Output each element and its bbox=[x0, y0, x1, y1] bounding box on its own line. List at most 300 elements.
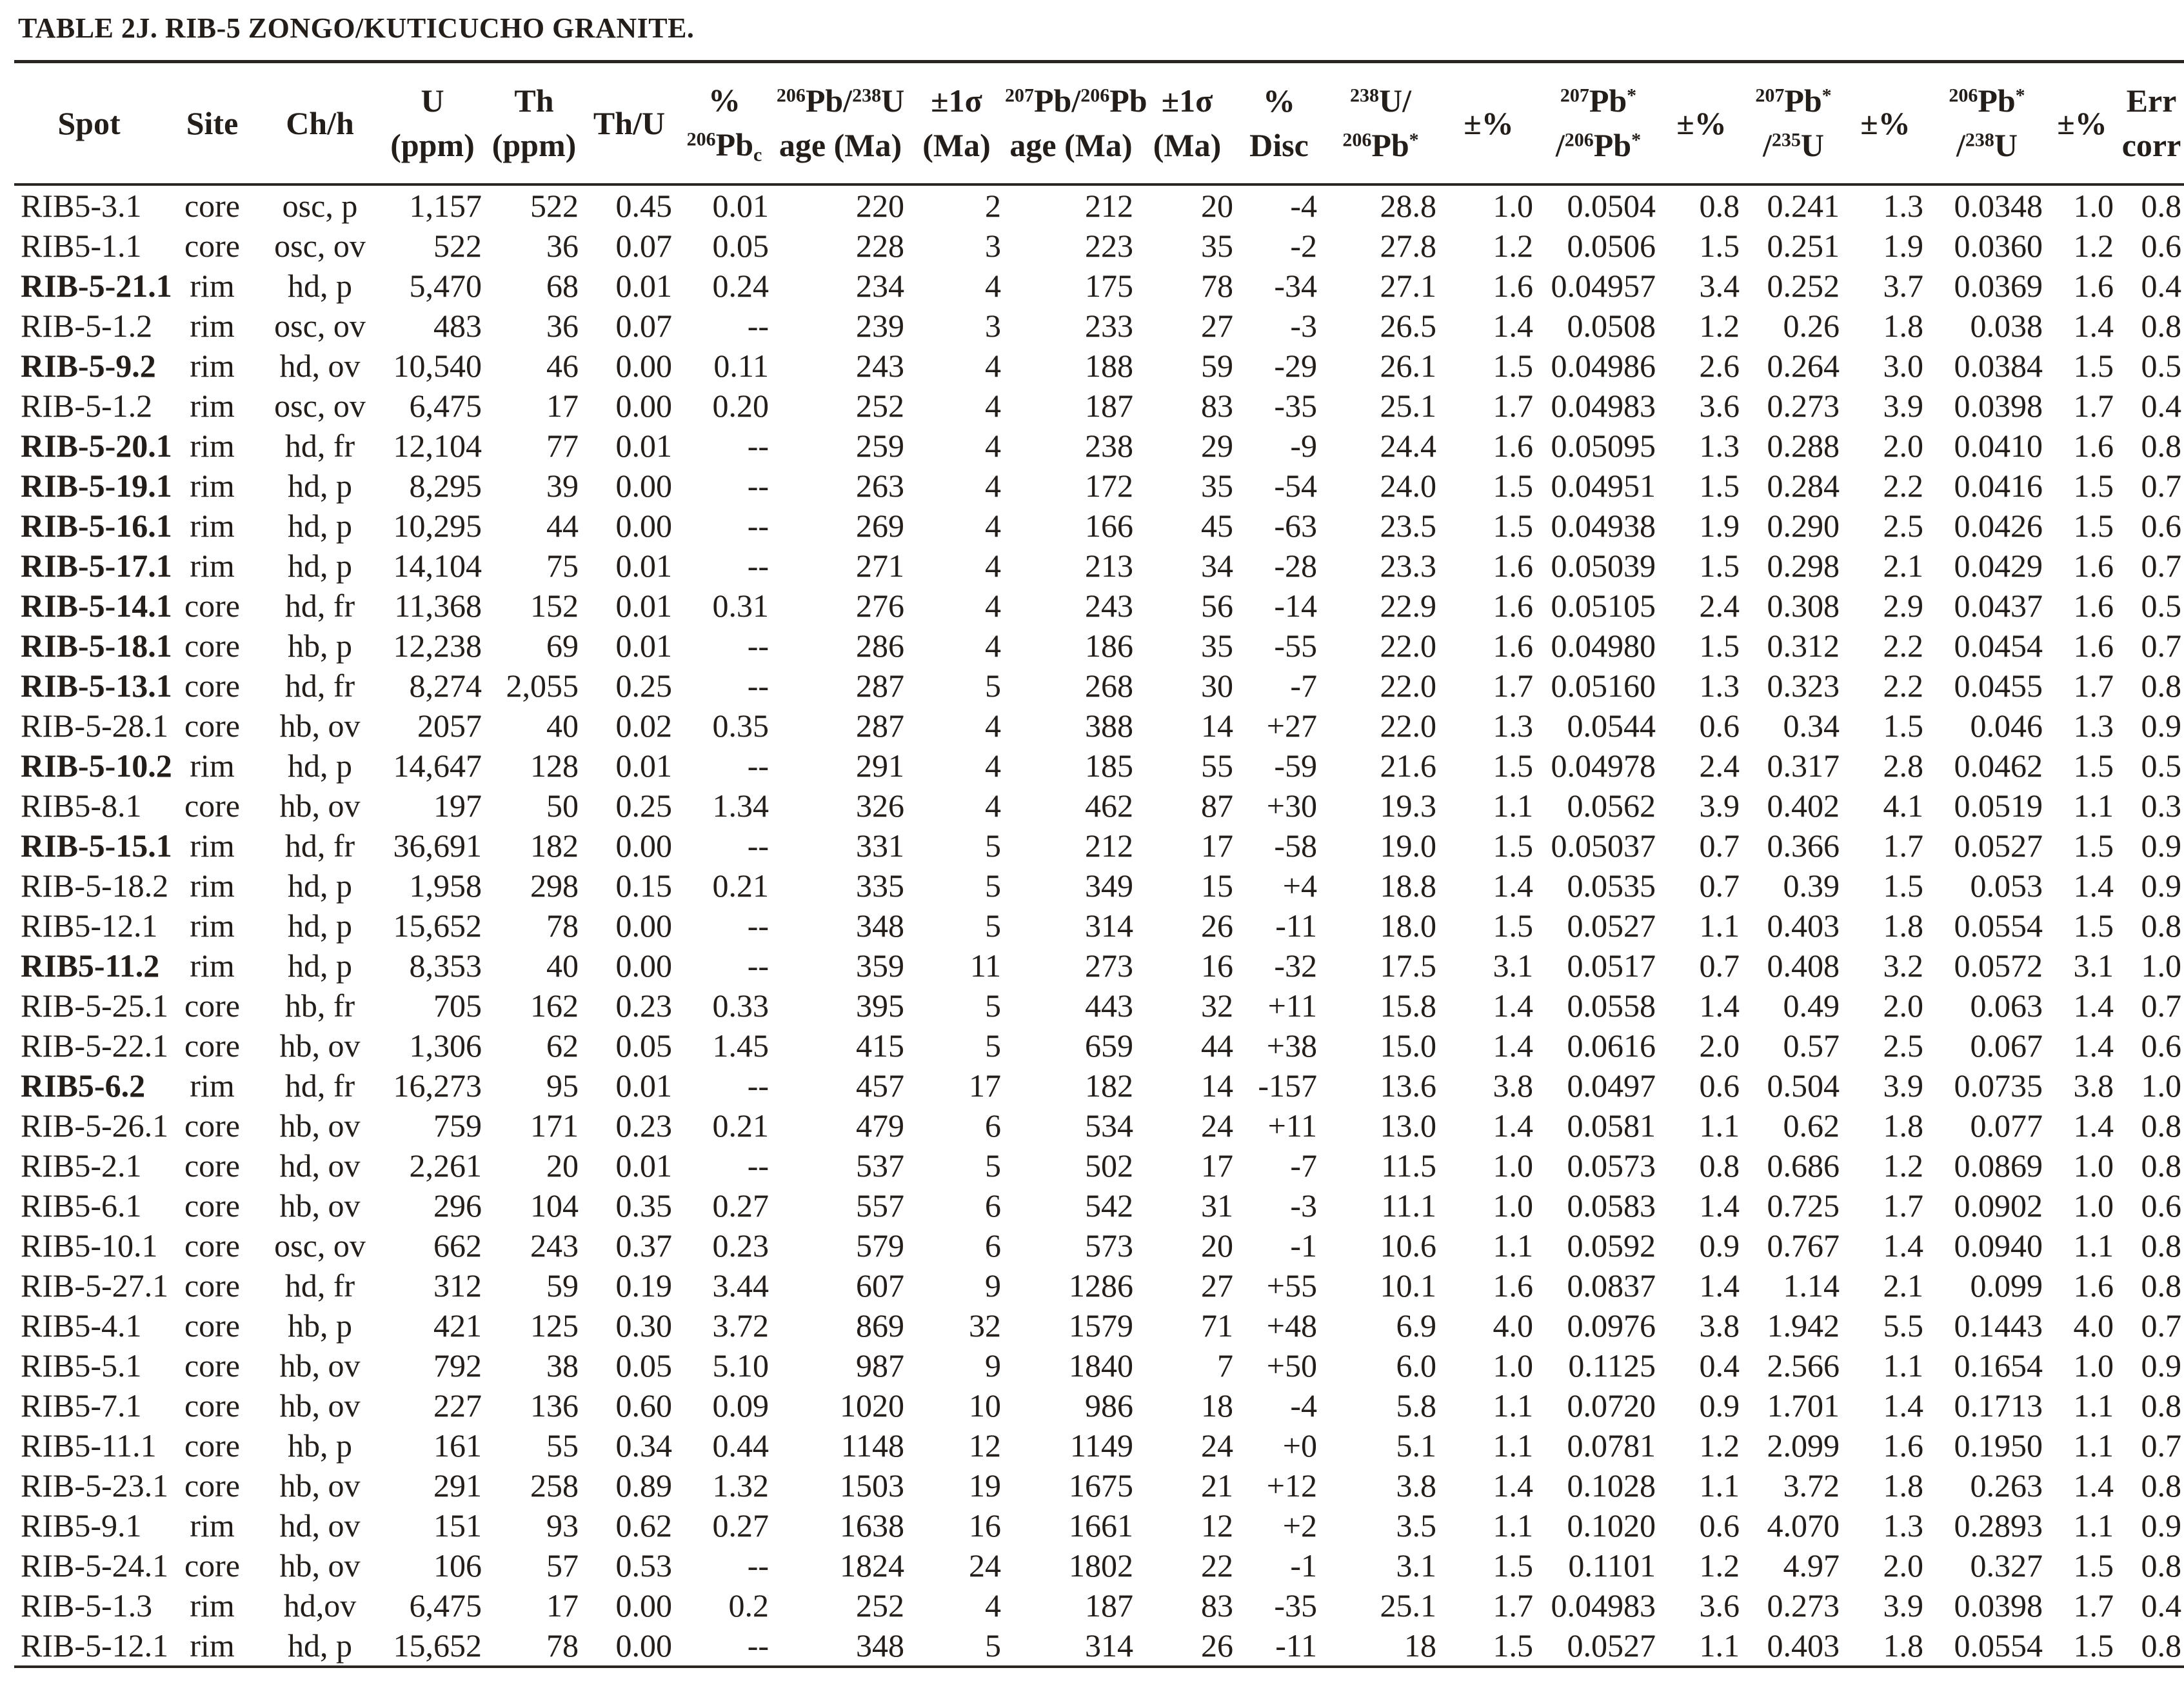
cell-pb207-u235: 0.62 bbox=[1783, 1108, 1840, 1144]
cell-err-pct-2: 0.9 bbox=[1699, 1227, 1740, 1264]
table-row bbox=[14, 1026, 2184, 1066]
cell-age-207-206: 659 bbox=[1085, 1028, 1133, 1064]
cell-err-pct-1: 1.5 bbox=[1493, 908, 1533, 944]
cell-ch-h: hb, fr bbox=[284, 988, 355, 1024]
cell-err-pct-4: 1.0 bbox=[2073, 1347, 2114, 1384]
cell-th-ppm: 125 bbox=[530, 1307, 579, 1344]
cell-spot: RIB5-2.1 bbox=[21, 1148, 142, 1184]
cell-err-pct-3: 1.8 bbox=[1843, 1625, 1927, 1667]
cell-ch-h: hb, ov bbox=[279, 708, 361, 744]
cell-err-pct-3: 2.9 bbox=[1883, 588, 1923, 624]
cell-ch-h: hd, p bbox=[288, 548, 352, 584]
cell-th-u: 0.00 bbox=[615, 388, 672, 424]
cell-pb207-pb206: 0.0504 bbox=[1567, 188, 1656, 224]
cell-site: core bbox=[184, 788, 241, 824]
cell-ch-h: hd, fr bbox=[284, 588, 355, 624]
cell-pct-206pbc: 1.45 bbox=[712, 1028, 769, 1064]
cell-sigma-2: 26 bbox=[1137, 1625, 1237, 1667]
cell-age-206-238: 331 bbox=[856, 828, 904, 864]
cell-err-pct-4: 1.4 bbox=[2073, 988, 2114, 1024]
cell-pb207-u235: 0.273 bbox=[1767, 1587, 1840, 1624]
column-header-err-pct-2: ±% bbox=[1660, 62, 1743, 185]
cell-err-pct-3: 5.5 bbox=[1883, 1307, 1923, 1344]
cell-sigma-1: 11 bbox=[969, 948, 1001, 984]
cell-site: rim bbox=[190, 548, 235, 584]
cell-err-corr: 0.9 bbox=[2141, 708, 2181, 744]
cell-pct-206pbc: 0.44 bbox=[712, 1427, 769, 1464]
cell-th-u: 0.00 bbox=[615, 948, 672, 984]
column-header-pb207-pb206: $^{207}$Pb* /$^{206}$Pb* bbox=[1537, 62, 1660, 185]
cell-err-pct-1: 1.5 bbox=[1493, 468, 1533, 504]
column-header-pb207-u235: $^{207}$Pb* /$^{235}$U bbox=[1743, 62, 1843, 185]
cell-err-pct-3: 2.2 bbox=[1883, 628, 1923, 664]
cell-age-207-206: 223 bbox=[1085, 228, 1133, 264]
table-row bbox=[14, 826, 2184, 866]
cell-th-u: 0.23 bbox=[615, 988, 672, 1024]
column-header-err-pct-1: ±% bbox=[1440, 62, 1537, 185]
cell-pb207-pb206: 0.04951 bbox=[1551, 468, 1656, 504]
cell-th-ppm: 38 bbox=[546, 1347, 579, 1384]
cell-age-206-238: 335 bbox=[856, 868, 904, 904]
cell-err-pct-2: 0.8 bbox=[1699, 1148, 1740, 1184]
cell-err-pct-4: 1.6 bbox=[2073, 268, 2114, 304]
cell-pct-206pbc: 0.23 bbox=[712, 1227, 769, 1264]
cell-err-pct-1: 1.1 bbox=[1493, 788, 1533, 824]
cell-pct-206pbc: 0.20 bbox=[712, 388, 769, 424]
cell-u238-pb206: 15.8 bbox=[1380, 988, 1436, 1024]
cell-pb207-pb206: 0.04983 bbox=[1551, 1587, 1656, 1624]
cell-err-pct-4: 1.7 bbox=[2073, 1587, 2114, 1624]
cell-pct-disc: -1 bbox=[1290, 1547, 1317, 1584]
cell-pct-206pbc: 0.21 bbox=[712, 868, 769, 904]
cell-pb207-pb206: 0.0508 bbox=[1567, 308, 1656, 344]
cell-err-pct-4: 1.1 bbox=[2073, 1507, 2114, 1544]
cell-age-206-238: 1503 bbox=[840, 1467, 904, 1504]
cell-err-pct-2: 3.9 bbox=[1699, 788, 1740, 824]
cell-err-pct-2: 0.7 bbox=[1699, 828, 1740, 864]
cell-th-u: 0.35 bbox=[615, 1187, 672, 1224]
cell-err-pct-2: 0.7 bbox=[1699, 948, 1740, 984]
cell-err-pct-1: 1.7 bbox=[1493, 388, 1533, 424]
cell-u238-pb206: 15.0 bbox=[1380, 1028, 1436, 1064]
cell-ch-h: hb, p bbox=[288, 1427, 352, 1464]
cell-site: core bbox=[184, 1467, 241, 1504]
cell-age-206-238: 243 bbox=[856, 348, 904, 384]
cell-err-pct-1: 1.7 bbox=[1493, 668, 1533, 704]
cell-pb207-u235: 0.273 bbox=[1767, 388, 1840, 424]
cell-pct-disc: +38 bbox=[1266, 1028, 1317, 1064]
cell-pb207-u235: 0.767 bbox=[1767, 1227, 1840, 1264]
cell-pb206-u238: 0.327 bbox=[1970, 1547, 2043, 1584]
cell-err-pct-1: 1.5 bbox=[1493, 508, 1533, 544]
table-row bbox=[14, 666, 2184, 706]
cell-u-ppm: 197 bbox=[433, 788, 482, 824]
cell-err-pct-1: 1.7 bbox=[1493, 1587, 1533, 1624]
cell-u238-pb206: 3.1 bbox=[1396, 1547, 1436, 1584]
cell-pb206-u238: 0.053 bbox=[1970, 868, 2043, 904]
cell-spot: RIB-5-17.1 bbox=[21, 548, 172, 584]
cell-th-ppm: 78 bbox=[546, 908, 579, 944]
cell-pb207-u235: 0.34 bbox=[1783, 708, 1840, 744]
cell-sigma-1: 12 bbox=[969, 1427, 1001, 1464]
cell-u238-pb206: 22.0 bbox=[1380, 628, 1436, 664]
cell-th-u: 0.07 bbox=[615, 228, 672, 264]
table-row bbox=[14, 1545, 2184, 1585]
cell-pb206-u238: 0.0455 bbox=[1954, 668, 2043, 704]
cell-pb207-pb206: 0.05037 bbox=[1551, 828, 1656, 864]
cell-err-pct-3: 1.4 bbox=[1883, 1227, 1923, 1264]
cell-err-corr: 0.4 bbox=[2141, 1587, 2181, 1624]
cell-site: core bbox=[184, 988, 241, 1024]
cell-err-pct-2: 3.4 bbox=[1699, 268, 1740, 304]
cell-pb206-u238: 0.0348 bbox=[1954, 188, 2043, 224]
cell-pb207-u235: 1.942 bbox=[1767, 1307, 1840, 1344]
data-table bbox=[14, 60, 2184, 1668]
table-body bbox=[14, 184, 2184, 1667]
cell-err-pct-3: 2.8 bbox=[1883, 748, 1923, 784]
cell-err-pct-3: 2.0 bbox=[1883, 428, 1923, 464]
cell-u-ppm: 312 bbox=[433, 1267, 482, 1304]
cell-pb206-u238: 0.0398 bbox=[1954, 1587, 2043, 1624]
cell-err-corr: 0.6 bbox=[2141, 228, 2181, 264]
cell-spot: RIB5-4.1 bbox=[21, 1307, 142, 1344]
cell-pb207-u235: 2.099 bbox=[1767, 1427, 1840, 1464]
cell-pct-206pbc: -- bbox=[747, 1068, 769, 1104]
cell-sigma-1: 6 bbox=[985, 1227, 1001, 1264]
cell-spot: RIB5-5.1 bbox=[21, 1347, 142, 1384]
cell-th-u: 0.01 bbox=[615, 588, 672, 624]
table-row bbox=[14, 1306, 2184, 1346]
cell-pb207-u235: 0.403 bbox=[1743, 1625, 1843, 1667]
cell-err-pct-1: 1.6 bbox=[1493, 548, 1533, 584]
cell-err-pct-4: 1.5 bbox=[2073, 468, 2114, 504]
cell-u-ppm: 2,261 bbox=[409, 1148, 482, 1184]
cell-err-pct-2: 1.9 bbox=[1699, 508, 1740, 544]
cell-th-u: 0.00 bbox=[615, 908, 672, 944]
cell-u-ppm: 11,368 bbox=[394, 588, 482, 624]
cell-u238-pb206: 18.8 bbox=[1380, 868, 1436, 904]
cell-pb207-u235: 0.312 bbox=[1767, 628, 1840, 664]
cell-err-pct-3: 1.3 bbox=[1883, 188, 1923, 224]
cell-err-pct-4: 1.4 bbox=[2073, 308, 2114, 344]
cell-sigma-2: 16 bbox=[1201, 948, 1233, 984]
cell-pct-206pbc: -- bbox=[747, 828, 769, 864]
cell-age-206-238: 415 bbox=[856, 1028, 904, 1064]
cell-sigma-2: 17 bbox=[1201, 828, 1233, 864]
cell-th-u: 0.89 bbox=[615, 1467, 672, 1504]
cell-th-u: 0.00 bbox=[615, 508, 672, 544]
cell-ch-h: hd, p bbox=[288, 868, 352, 904]
cell-site: core bbox=[184, 1347, 241, 1384]
table-row bbox=[14, 466, 2184, 506]
cell-spot: RIB5-12.1 bbox=[21, 908, 158, 944]
cell-u238-pb206: 3.8 bbox=[1396, 1467, 1436, 1504]
cell-pb206-u238: 0.0735 bbox=[1954, 1068, 2043, 1104]
cell-u-ppm: 291 bbox=[433, 1467, 482, 1504]
cell-age-207-206: 1840 bbox=[1069, 1347, 1133, 1384]
cell-ch-h: hb, ov bbox=[279, 1187, 361, 1224]
cell-err-pct-1: 1.0 bbox=[1493, 188, 1533, 224]
cell-pct-206pbc: 3.72 bbox=[712, 1307, 769, 1344]
cell-sigma-2: 35 bbox=[1201, 228, 1233, 264]
cell-age-207-206: 542 bbox=[1085, 1187, 1133, 1224]
cell-err-pct-4: 1.4 bbox=[2073, 868, 2114, 904]
cell-sigma-2: 14 bbox=[1201, 1068, 1233, 1104]
cell-spot: RIB-5-18.1 bbox=[21, 628, 172, 664]
cell-pb206-u238: 0.0554 bbox=[1927, 1625, 2047, 1667]
cell-u-ppm: 36,691 bbox=[393, 828, 482, 864]
cell-err-pct-1: 1.5 bbox=[1493, 348, 1533, 384]
cell-err-pct-4: 1.4 bbox=[2073, 1028, 2114, 1064]
cell-sigma-2: 59 bbox=[1201, 348, 1233, 384]
cell-age-206-238: 557 bbox=[856, 1187, 904, 1224]
cell-err-pct-4: 1.0 bbox=[2073, 188, 2114, 224]
cell-err-pct-2: 0.8 bbox=[1699, 188, 1740, 224]
cell-err-pct-4: 3.1 bbox=[2073, 948, 2114, 984]
cell-ch-h: osc, ov bbox=[274, 1227, 366, 1264]
cell-sigma-2: 55 bbox=[1201, 748, 1233, 784]
cell-sigma-1: 5 bbox=[985, 868, 1001, 904]
cell-spot: RIB-5-24.1 bbox=[21, 1547, 169, 1584]
cell-age-206-238: 271 bbox=[856, 548, 904, 584]
cell-pb207-pb206: 0.1101 bbox=[1568, 1547, 1656, 1584]
cell-err-pct-1: 1.4 bbox=[1493, 1028, 1533, 1064]
cell-ch-h: hd, fr bbox=[284, 428, 355, 464]
cell-u238-pb206: 5.8 bbox=[1396, 1387, 1436, 1424]
cell-pb206-u238: 0.0454 bbox=[1954, 628, 2043, 664]
cell-ch-h: hd,ov bbox=[283, 1587, 357, 1624]
cell-u238-pb206: 17.5 bbox=[1380, 948, 1436, 984]
cell-u-ppm: 15,652 bbox=[393, 908, 482, 944]
column-header-err-corr: Err corr bbox=[2118, 62, 2184, 185]
cell-u-ppm: 759 bbox=[433, 1108, 482, 1144]
cell-pb206-u238: 0.077 bbox=[1970, 1108, 2043, 1144]
cell-pb207-pb206: 0.0781 bbox=[1567, 1427, 1656, 1464]
table-row bbox=[14, 1146, 2184, 1186]
cell-ch-h: osc, ov bbox=[274, 388, 366, 424]
cell-pct-206pbc: 0.21 bbox=[712, 1108, 769, 1144]
cell-th-ppm: 17 bbox=[546, 1587, 579, 1624]
cell-pb207-pb206: 0.0527 bbox=[1537, 1625, 1660, 1667]
cell-pct-disc: +50 bbox=[1266, 1347, 1317, 1384]
cell-spot: RIB-5-12.1 bbox=[14, 1625, 164, 1667]
column-header-sigma-1: ±1σ (Ma) bbox=[908, 62, 1005, 185]
cell-pct-206pbc: -- bbox=[747, 628, 769, 664]
cell-pb206-u238: 0.2893 bbox=[1954, 1507, 2043, 1544]
cell-spot: RIB-5-18.2 bbox=[21, 868, 169, 904]
table-row bbox=[14, 184, 2184, 226]
cell-err-pct-3: 1.8 bbox=[1883, 1467, 1923, 1504]
cell-age-206-238: 348 bbox=[773, 1625, 908, 1667]
cell-err-corr: 0.9 bbox=[2141, 1507, 2181, 1544]
cell-pb207-pb206: 0.04957 bbox=[1551, 268, 1656, 304]
cell-age-206-238: 348 bbox=[856, 908, 904, 944]
cell-age-206-238: 579 bbox=[856, 1227, 904, 1264]
cell-pb207-u235: 0.323 bbox=[1767, 668, 1840, 704]
cell-sigma-1: 16 bbox=[969, 1507, 1001, 1544]
cell-sigma-1: 4 bbox=[985, 1587, 1001, 1624]
cell-err-corr: 0.8 bbox=[2141, 1227, 2181, 1264]
cell-age-206-238: 269 bbox=[856, 508, 904, 544]
cell-err-pct-4: 1.0 bbox=[2073, 1187, 2114, 1224]
cell-ch-h: osc, p bbox=[282, 188, 358, 224]
cell-pb206-u238: 0.0398 bbox=[1954, 388, 2043, 424]
cell-pb206-u238: 0.038 bbox=[1970, 308, 2043, 344]
cell-age-206-238: 359 bbox=[856, 948, 904, 984]
cell-err-pct-4: 1.1 bbox=[2073, 788, 2114, 824]
table-row bbox=[14, 986, 2184, 1026]
cell-ch-h: hd, p bbox=[288, 748, 352, 784]
cell-age-206-238: 287 bbox=[856, 668, 904, 704]
cell-err-corr: 0.7 bbox=[2141, 1427, 2181, 1464]
cell-err-pct-2: 0.7 bbox=[1699, 868, 1740, 904]
cell-err-pct-2: 1.2 bbox=[1699, 1547, 1740, 1584]
cell-err-corr: 0.8 bbox=[2141, 1387, 2181, 1424]
cell-age-207-206: 213 bbox=[1085, 548, 1133, 584]
cell-sigma-1: 5 bbox=[985, 988, 1001, 1024]
cell-spot: RIB5-8.1 bbox=[21, 788, 142, 824]
cell-sigma-2: 35 bbox=[1201, 468, 1233, 504]
cell-err-pct-1: 1.5 bbox=[1440, 1625, 1537, 1667]
column-header-th-ppm: Th (ppm) bbox=[486, 62, 582, 185]
cell-err-pct-2: 1.3 bbox=[1699, 428, 1740, 464]
cell-ch-h: hb, ov bbox=[279, 1347, 361, 1384]
cell-pct-disc: -11 bbox=[1237, 1625, 1321, 1667]
cell-site: core bbox=[184, 1387, 241, 1424]
cell-age-207-206: 273 bbox=[1085, 948, 1133, 984]
cell-age-207-206: 212 bbox=[1085, 828, 1133, 864]
cell-th-ppm: 75 bbox=[546, 548, 579, 584]
cell-pct-disc: -2 bbox=[1290, 228, 1317, 264]
table-row bbox=[14, 266, 2184, 306]
cell-sigma-2: 21 bbox=[1201, 1467, 1233, 1504]
table-row bbox=[14, 306, 2184, 346]
cell-err-corr: 0.9 bbox=[2141, 828, 2181, 864]
cell-err-pct-3: 1.5 bbox=[1883, 868, 1923, 904]
column-header-pct-disc: % Disc bbox=[1237, 62, 1321, 185]
cell-age-206-238: 1824 bbox=[840, 1547, 904, 1584]
cell-u238-pb206: 10.1 bbox=[1380, 1267, 1436, 1304]
cell-th-ppm: 77 bbox=[546, 428, 579, 464]
table-row bbox=[14, 1226, 2184, 1266]
cell-sigma-1: 4 bbox=[985, 588, 1001, 624]
cell-pb207-u235: 0.403 bbox=[1767, 908, 1840, 944]
cell-err-pct-1: 1.5 bbox=[1493, 1547, 1533, 1584]
cell-age-207-206: 182 bbox=[1085, 1068, 1133, 1104]
cell-pct-disc: +30 bbox=[1266, 788, 1317, 824]
cell-th-ppm: 298 bbox=[530, 868, 579, 904]
cell-sigma-1: 6 bbox=[985, 1108, 1001, 1144]
cell-age-206-238: 395 bbox=[856, 988, 904, 1024]
cell-err-pct-4: 1.5 bbox=[2073, 508, 2114, 544]
cell-pb206-u238: 0.0572 bbox=[1954, 948, 2043, 984]
cell-pct-disc: -29 bbox=[1274, 348, 1317, 384]
cell-age-207-206: 1579 bbox=[1069, 1307, 1133, 1344]
cell-sigma-1: 4 bbox=[985, 548, 1001, 584]
cell-u238-pb206: 23.5 bbox=[1380, 508, 1436, 544]
cell-sigma-2: 14 bbox=[1201, 708, 1233, 744]
cell-err-pct-4: 1.5 bbox=[2073, 1547, 2114, 1584]
cell-pb207-pb206: 0.0535 bbox=[1567, 868, 1656, 904]
cell-pb206-u238: 0.0527 bbox=[1954, 828, 2043, 864]
table-row bbox=[14, 1266, 2184, 1306]
cell-sigma-2: 29 bbox=[1201, 428, 1233, 464]
table-row bbox=[14, 386, 2184, 426]
cell-u238-pb206: 24.4 bbox=[1380, 428, 1436, 464]
cell-err-pct-3: 2.0 bbox=[1883, 1547, 1923, 1584]
table-row bbox=[14, 506, 2184, 546]
cell-ch-h: hd, p bbox=[288, 948, 352, 984]
cell-site: core bbox=[184, 1028, 241, 1064]
cell-err-pct-3: 1.8 bbox=[1883, 908, 1923, 944]
cell-pb206-u238: 0.0360 bbox=[1954, 228, 2043, 264]
cell-th-u: 0.53 bbox=[615, 1547, 672, 1584]
cell-err-corr: 0.4 bbox=[2141, 268, 2181, 304]
cell-pb206-u238: 0.1713 bbox=[1954, 1387, 2043, 1424]
cell-site: rim bbox=[190, 908, 235, 944]
cell-pct-disc: -35 bbox=[1274, 1587, 1317, 1624]
table-row bbox=[14, 346, 2184, 386]
cell-sigma-1: 4 bbox=[985, 428, 1001, 464]
column-header-pct-206pbc: % $^{206}$Pbc bbox=[676, 62, 773, 185]
cell-pct-disc: -4 bbox=[1290, 1387, 1317, 1424]
cell-age-206-238: 291 bbox=[856, 748, 904, 784]
cell-err-corr: 0.8 bbox=[2141, 1547, 2181, 1584]
column-header-sigma-2: ±1σ (Ma) bbox=[1137, 62, 1237, 185]
table-header bbox=[14, 62, 2184, 185]
cell-sigma-1: 6 bbox=[985, 1187, 1001, 1224]
cell-ch-h: hd, fr bbox=[284, 1068, 355, 1104]
cell-pb207-u235: 0.298 bbox=[1767, 548, 1840, 584]
cell-spot: RIB-5-23.1 bbox=[21, 1467, 169, 1504]
table-row bbox=[14, 866, 2184, 906]
cell-age-206-238: 1638 bbox=[840, 1507, 904, 1544]
cell-pb207-u235: 0.686 bbox=[1767, 1148, 1840, 1184]
cell-th-ppm: 136 bbox=[530, 1387, 579, 1424]
cell-err-corr: 0.7 bbox=[2141, 1307, 2181, 1344]
cell-pb207-pb206: 0.05160 bbox=[1551, 668, 1656, 704]
cell-err-pct-2: 0.6 bbox=[1699, 1507, 1740, 1544]
cell-ch-h: hd, p bbox=[288, 268, 352, 304]
cell-pb207-pb206: 0.0558 bbox=[1567, 988, 1656, 1024]
table-row bbox=[14, 1106, 2184, 1146]
table-row bbox=[14, 546, 2184, 586]
cell-pct-206pbc: -- bbox=[747, 508, 769, 544]
cell-pct-disc: +27 bbox=[1266, 708, 1317, 744]
cell-err-pct-1: 1.5 bbox=[1493, 748, 1533, 784]
cell-site: rim bbox=[164, 1625, 261, 1667]
cell-age-206-238: 286 bbox=[856, 628, 904, 664]
cell-u238-pb206: 19.3 bbox=[1380, 788, 1436, 824]
cell-spot: RIB-5-13.1 bbox=[21, 668, 172, 704]
cell-u238-pb206: 25.1 bbox=[1380, 388, 1436, 424]
cell-age-207-206: 388 bbox=[1085, 708, 1133, 744]
cell-site: rim bbox=[190, 388, 235, 424]
cell-pb207-pb206: 0.0506 bbox=[1567, 228, 1656, 264]
cell-u238-pb206: 22.0 bbox=[1380, 708, 1436, 744]
cell-site: core bbox=[184, 628, 241, 664]
cell-site: rim bbox=[190, 308, 235, 344]
cell-pct-disc: -9 bbox=[1290, 428, 1317, 464]
cell-sigma-1: 4 bbox=[985, 788, 1001, 824]
cell-age-207-206: 1286 bbox=[1069, 1267, 1133, 1304]
cell-u-ppm: 15,652 bbox=[379, 1625, 486, 1667]
cell-err-pct-2: 0.9 bbox=[1699, 1387, 1740, 1424]
cell-err-pct-2: 1.1 bbox=[1699, 908, 1740, 944]
cell-age-207-206: 1661 bbox=[1069, 1507, 1133, 1544]
cell-pct-206pbc: -- bbox=[747, 1547, 769, 1584]
cell-pct-disc: -63 bbox=[1274, 508, 1317, 544]
